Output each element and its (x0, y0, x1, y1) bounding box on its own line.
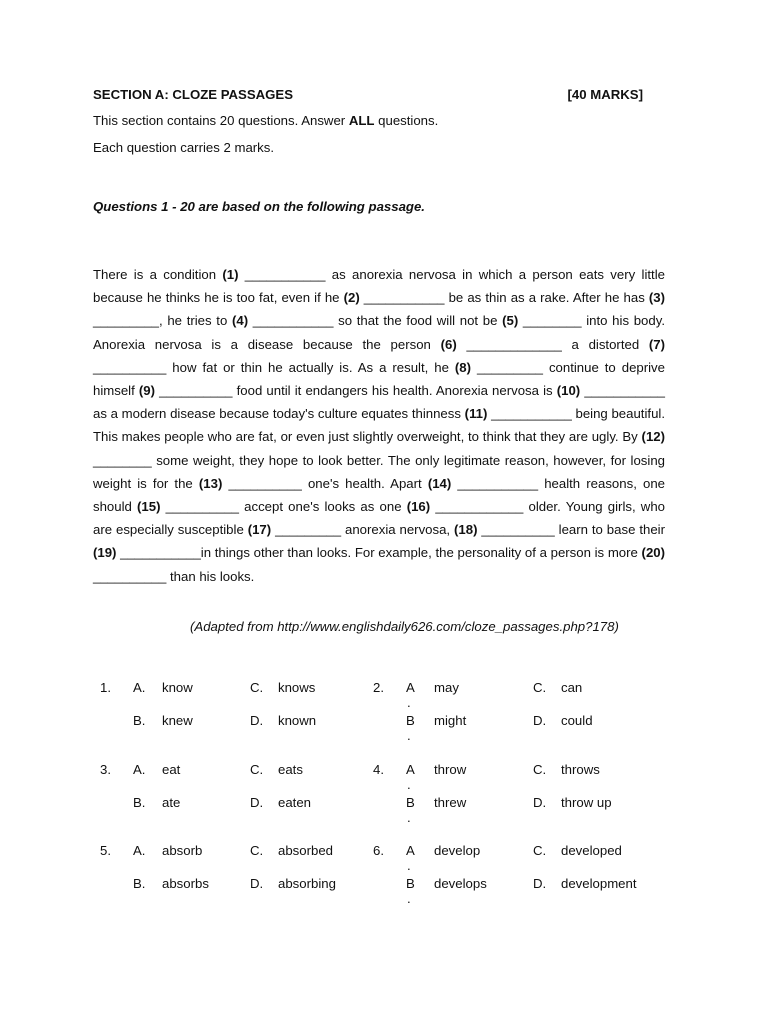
passage-text: __________ accept one's looks as one (160, 499, 407, 515)
option-letter-d: D. (250, 876, 264, 891)
option-letter-c: C. (533, 762, 547, 777)
passage-text: There is a condition (93, 267, 223, 282)
option-letter-c: C. (533, 843, 547, 858)
blank-number: (5) (502, 313, 519, 329)
question-number: 3. (100, 762, 111, 777)
stray-dot: . (407, 858, 411, 873)
option-d: development (561, 876, 637, 891)
blank-number: (20) (641, 545, 665, 561)
instructions-line-1 (93, 113, 438, 128)
option-b: knew (162, 713, 193, 728)
option-letter-d: D. (250, 713, 264, 728)
blank-number: (6) (440, 336, 457, 352)
option-letter-b: B. (133, 795, 146, 810)
option-letter-c: C. (250, 680, 264, 695)
option-letter-c: C. (250, 762, 264, 777)
option-a: know (162, 680, 193, 695)
blank-number: (17) (247, 522, 272, 538)
option-b: threw (434, 795, 467, 810)
passage-source: (Adapted from http://www.englishdaily626.com/cloze_passages.php?178) (190, 619, 619, 634)
stray-dot: . (407, 891, 411, 906)
cloze-passage (93, 263, 665, 588)
option-d: known (278, 713, 317, 728)
option-b: ate (162, 795, 181, 810)
option-letter-a: A. (133, 680, 146, 695)
option-letter-a: A (406, 680, 415, 695)
option-c: can (561, 680, 583, 695)
blank-number: (8) (454, 359, 472, 375)
stray-dot: . (407, 810, 411, 825)
blank-number: (14) (427, 475, 452, 491)
option-d: could (561, 713, 593, 728)
option-d: eaten (278, 795, 312, 810)
passage-text: _________ continue to deprive himself (93, 359, 665, 399)
blank-number: (1) (222, 267, 239, 282)
passage-text: _____________ a distorted (456, 336, 649, 352)
blank-number: (16) (406, 499, 431, 515)
passage-text: ___________ health reasons, one should (93, 475, 665, 515)
option-b: develops (434, 876, 487, 891)
instructions-line-2: Each question carries 2 marks. (93, 140, 275, 155)
passage-text: __________ how fat or thin he actually is. As a result, he (93, 359, 455, 375)
passage-text: ________ into his body. Anorexia nervosa is a disease because the person (93, 313, 665, 352)
blank-number: (2) (343, 290, 360, 306)
passage-text: __________ one's health. Apart (222, 475, 428, 491)
option-letter-c: C. (250, 843, 264, 858)
passage-text: _________ anorexia nervosa, (271, 522, 455, 538)
instructions-text: This section contains 20 questions. Answer (93, 113, 349, 128)
option-letter-d: D. (533, 876, 547, 891)
option-letter-d: D. (533, 795, 547, 810)
option-letter-a: A. (133, 762, 146, 777)
passage-text: ___________ so that the food will not be (248, 313, 503, 329)
stray-dot: . (407, 728, 411, 743)
passage-text: ___________in things other than looks. For example, the personality of a person is more (116, 545, 642, 561)
option-a: develop (434, 843, 481, 858)
passage-text: ________ some weight, they hope to look better. The only legitimate reason, however, for losing weight is for the (93, 452, 665, 491)
option-letter-a: A (406, 843, 415, 858)
section-title: SECTION A: CLOZE PASSAGES (93, 87, 294, 102)
option-b: absorbs (162, 876, 209, 891)
option-d: throw up (561, 795, 612, 810)
passage-text: __________ food until it endangers his health. Anorexia nervosa is (155, 383, 557, 399)
stray-dot: . (407, 695, 411, 710)
blank-number: (13) (198, 475, 223, 491)
blank-number: (3) (648, 290, 665, 306)
blank-number: (7) (648, 336, 665, 352)
question-number: 5. (100, 843, 111, 858)
passage-text: _________, he tries to (93, 313, 232, 329)
option-letter-c: C. (533, 680, 547, 695)
option-letter-a: A. (133, 843, 146, 858)
question-number: 2. (373, 680, 384, 695)
option-c: knows (278, 680, 316, 695)
instructions-emphasis: ALL (348, 113, 375, 128)
option-letter-b: B. (133, 876, 146, 891)
option-letter-d: D. (533, 713, 547, 728)
blank-number: (19) (93, 545, 117, 561)
passage-instruction: Questions 1 - 20 are based on the following passage. (93, 199, 425, 214)
question-number: 4. (373, 762, 384, 777)
option-c: eats (278, 762, 303, 777)
stray-dot: . (407, 777, 411, 792)
passage-text: __________ than his looks. (93, 568, 255, 584)
option-d: absorbing (278, 876, 336, 891)
blank-number: (18) (454, 522, 478, 538)
passage-text: ___________ as anorexia nervosa in which a person eats very little because he thinks he is too fat, even if he (93, 267, 665, 306)
section-marks: [40 MARKS] (567, 87, 643, 102)
blank-number: (4) (231, 313, 249, 329)
option-a: throw (434, 762, 467, 777)
section-heading (93, 87, 643, 105)
blank-number: (15) (137, 499, 161, 515)
passage-text: ___________ being beautiful. This makes people who are fat, or even just slightly overweight, to think that they are ugly. By (93, 406, 665, 445)
passage-text: __________ learn to base their (477, 522, 665, 538)
option-c: absorbed (278, 843, 333, 858)
option-b: might (434, 713, 467, 728)
option-c: developed (561, 843, 622, 858)
blank-number: (9) (138, 383, 156, 399)
option-c: throws (561, 762, 600, 777)
option-letter-b: B (406, 795, 415, 810)
option-a: may (434, 680, 459, 695)
option-a: absorb (162, 843, 203, 858)
question-number: 6. (373, 843, 384, 858)
option-a: eat (162, 762, 181, 777)
blank-number: (10) (556, 383, 581, 399)
blank-number: (11) (464, 406, 488, 422)
option-letter-b: B. (133, 713, 146, 728)
passage-text: ___________ as a modern disease because today's culture equates thinness (93, 383, 666, 422)
instructions-text-end: questions. (374, 113, 439, 128)
blank-number: (12) (641, 429, 665, 445)
question-number: 1. (100, 680, 111, 695)
option-letter-a: A (406, 762, 415, 777)
passage-text: ____________ older. Young girls, who are especially susceptible (93, 499, 665, 538)
option-letter-b: B (406, 713, 415, 728)
option-letter-d: D. (250, 795, 264, 810)
passage-text: ___________ be as thin as a rake. After he has (359, 290, 649, 306)
option-letter-b: B (406, 876, 415, 891)
